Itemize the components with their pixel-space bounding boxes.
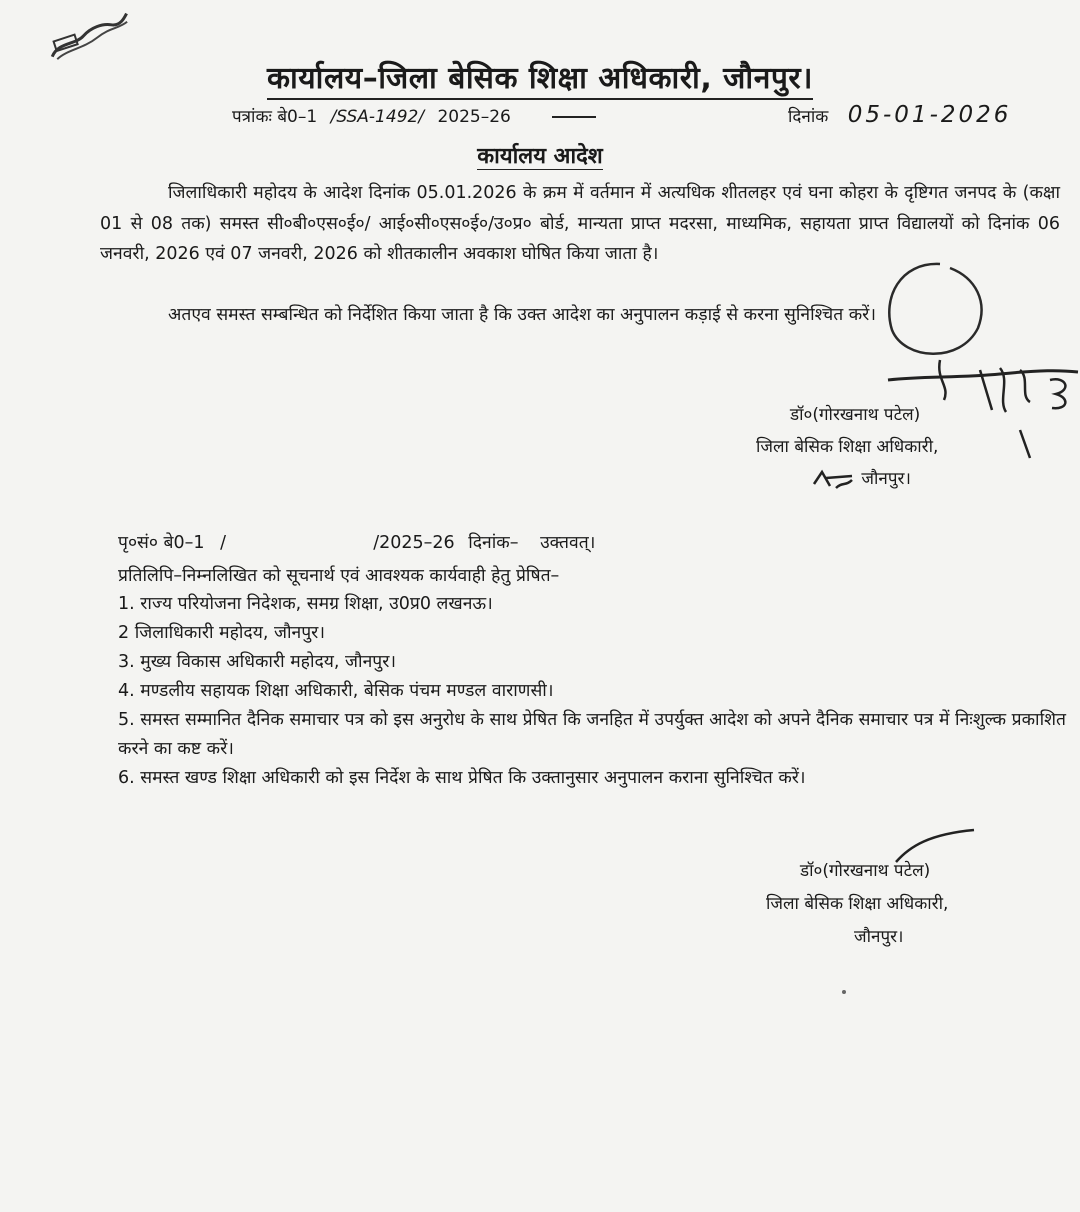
list-item: 5. समस्त सम्मानित दैनिक समाचार पत्र को इस अनुरोध के साथ प्रेषित कि जनहित में उपर्युक्त आदेश को अपने दैनिक समाचार पत्र में निःशुल्क प्रकाशित करने का कष्ट करें। [118,710,1066,759]
divider-dash [552,116,596,118]
order-paragraph-1: जिलाधिकारी महोदय के आदेश दिनांक 05.01.2026 के क्रम में वर्तमान में अत्यधिक शीतलहर एवं घना कोहरा के दृष्टिगत जनपद के (कक्षा 01 से 08 तक) समस्त सी०बी०एस०ई०/ आई०सी०एस०ई०/उ०प्र० बोर्ड, मान्यता प्राप्त मदरसा, माध्यमिक, सहायता प्राप्त विद्यालयों को दिनांक 06 जनवरी, 2026 एवं 07 जनवरी, 2026 को शीतकालीन अवकाश घोषित किया जाता है। [100,183,1060,264]
list-item: 1. राज्य परियोजना निदेशक, समग्र शिक्षा, उ0प्र0 लखनऊ। [118,594,493,614]
list-item: 4. मण्डलीय सहायक शिक्षा अधिकारी, बेसिक पंचम मण्डल वाराणसी। [118,681,554,701]
signature-1-designation: जिला बेसिक शिक्षा अधिकारी, [756,437,939,457]
reference-number: /SSA-1492/ [330,107,425,127]
signature-2-name: डॉ०(गोरखनाथ पटेल) [800,861,931,881]
order-paragraph-2: अतएव समस्त सम्बन्धित को निर्देशित किया जाता है कि उक्त आदेश का अनुपालन कड़ाई से करना सुनिश्चित करें। [168,305,876,325]
ink-speck [842,990,846,994]
date-line: दिनांक 05-01-2026 [788,102,1012,128]
copy-reference-line: पृ०सं० बे0–1 / /2025–26 दिनांक– उक्तवत्। [118,533,596,553]
signature-1-name: डॉ०(गोरखनाथ पटेल) [790,405,921,425]
signature-1-place: जौनपुर। [812,466,911,490]
copy-intro: प्रतिलिपि–निम्नलिखित को सूचनार्थ एवं आवश्यक कार्यवाही हेतु प्रेषित– [118,566,560,586]
copy-recipient-list [118,590,1066,793]
list-item: 3. मुख्य विकास अधिकारी महोदय, जौनपुर। [118,652,397,672]
order-heading: कार्यालय आदेश [477,144,603,169]
list-item: 6. समस्त खण्ड शिक्षा अधिकारी को इस निर्देश के साथ प्रेषित कि उक्तानुसार अनुपालन कराना सुनिश्चित करें। [118,768,806,788]
signature-2-place: जौनपुर। [854,927,904,947]
initials-scribble-icon [812,468,856,490]
list-item: 2 जिलाधिकारी महोदय, जौनपुर। [118,623,325,643]
signature-2-designation: जिला बेसिक शिक्षा अधिकारी, [766,894,949,914]
office-title: कार्यालय–जिला बेसिक शिक्षा अधिकारी, जौनपुर। [0,56,1080,97]
handwritten-date: 05-01-2026 [847,102,1012,128]
reference-line: पत्रांकः बे0–1 /SSA-1492/ 2025–26 [232,104,656,127]
